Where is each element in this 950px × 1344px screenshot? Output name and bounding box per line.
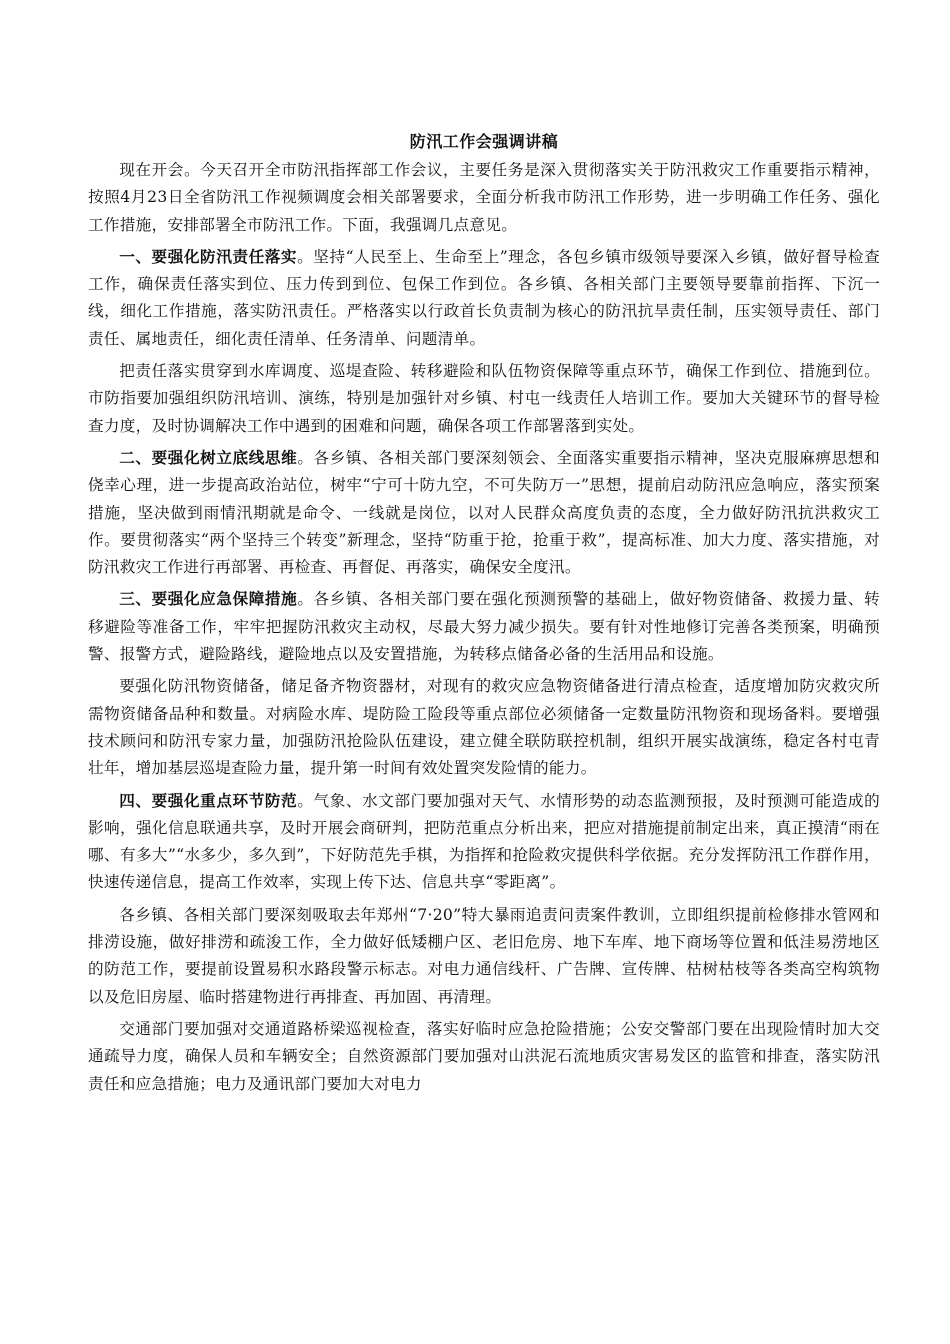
- paragraph-intro: [88, 156, 880, 239]
- paragraph-text: 。坚持“人民至上、生命至上”理念，各包乡镇市级领导要深入乡镇，做好督导检查工作，确保责任落实到位、压力传到到位、包保工作到位。各乡镇、各相关部门主要领导要靠前指挥、下沉一线，细化工作措施，落实防汛责任。严格落实以行政首长负责制为核心的防汛抗旱责任制，压实领导责任、部门责任、属地责任，细化责任清单、任务清单、问题清单。: [88, 247, 880, 348]
- paragraph-section-4-departments: [88, 1015, 880, 1098]
- section-heading: 四、要强化重点环节防范: [119, 790, 298, 810]
- paragraph-section-1-detail: [88, 357, 880, 440]
- paragraph-text: 。各乡镇、各相关部门要深刻领会、全面落实重要指示精神，坚决克服麻痹思想和侥幸心理，进一步提高政治站位，树牢“宁可十防九空，不可失防万一”思想，提前启动防汛应急响应，落实预案措施，坚决做到雨情汛期就是命令、一线就是岗位，以对人民群众高度负责的态度，全力做好防汛抗洪救灾工作。要贯彻落实“两个坚持三个转变”新理念，坚持“防重于抢，抢重于救”，提高标准、加大力度、落实措施，对防汛救灾工作进行再部署、再检查、再督促、再落实，确保安全度汛。: [88, 448, 880, 577]
- paragraph-text: 。气象、水文部门要加强对天气、水情形势的动态监测预报，及时预测可能造成的影响，强化信息联通共享，及时开展会商研判，把防范重点分析出来，把应对措施提前制定出来，真正摸清“雨在哪、有多大”“水多少，多久到”，下好防范先手棋，为指挥和抢险救灾提供科学依据。充分发挥防汛工作群作用，快速传递信息，提高工作效率，实现上传下达、信息共享“零距离”。: [88, 791, 880, 892]
- paragraph-text: 各乡镇、各相关部门要深刻吸取去年郑州“7·20”特大暴雨追责问责案件教训，立即组织提前检修排水管网和排涝设施，做好排涝和疏浚工作，全力做好低矮棚户区、老旧危房、地下车库、地下商场等位置和低洼易涝地区的防范工作，要提前设置易积水路段警示标志。对电力通信线杆、广告牌、宣传牌、枯树枯枝等各类高空构筑物以及危旧房屋、临时搭建物进行再排查、再加固、再清理。: [88, 905, 880, 1006]
- paragraph-section-3-detail: [88, 672, 880, 782]
- paragraph-text: 现在开会。今天召开全市防汛指挥部工作会议，主要任务是深入贯彻落实关于防汛救灾工作重要指示精神，按照4月23日全省防汛工作视频调度会相关部署要求，全面分析我市防汛工作形势，进一步明确工作任务、强化工作措施，安排部署全市防汛工作。下面，我强调几点意见。: [88, 161, 880, 234]
- paragraph-section-3: [88, 585, 880, 668]
- section-heading: 一、要强化防汛责任落实: [119, 246, 298, 266]
- paragraph-text: 交通部门要加强对交通道路桥梁巡视检查，落实好临时应急抢险措施；公安交警部门要在出现险情时加大交通疏导力度，确保人员和车辆安全；自然资源部门要加强对山洪泥石流地质灾害易发区的监管和排查，落实防汛责任和应急措施；电力及通讯部门要加大对电力: [88, 1019, 880, 1093]
- section-heading: 三、要强化应急保障措施: [119, 589, 298, 609]
- section-heading: 二、要强化树立底线思维: [119, 447, 298, 467]
- document-title: 防汛工作会强调讲稿: [409, 132, 559, 151]
- paragraph-section-4: [88, 787, 880, 897]
- paragraph-section-4-detail: [88, 901, 880, 1011]
- document-page: [88, 128, 880, 1102]
- paragraph-text: 要强化防汛物资储备，储足备齐物资器材，对现有的救灾应急物资储备进行清点检查，适度增加防灾救灾所需物资储备品种和数量。对病险水库、堤防险工险段等重点部位必须储备一定数量防汛物资和现场备料。要增强技术顾问和防汛专家力量，加强防汛抢险队伍建设，建立健全联防联控机制，组织开展实战演练，稳定各村屯青壮年，增加基层巡堤查险力量，提升第一时间有效处置突发险情的能力。: [88, 677, 880, 778]
- paragraph-section-1: [88, 243, 880, 353]
- paragraph-text: 。各乡镇、各相关部门要在强化预测预警的基础上，做好物资储备、救援力量、转移避险等准备工作，牢牢把握防汛救灾主动权，尽最大努力减少损失。要有针对性地修订完善各类预案，明确预警、报警方式，避险路线，避险地点以及安置措施，为转移点储备必备的生活用品和设施。: [88, 590, 880, 664]
- paragraph-text: 把责任落实贯穿到水库调度、巡堤查险、转移避险和队伍物资保障等重点环节，确保工作到位、措施到位。市防指要加强组织防汛培训、演练，特别是加强针对乡镇、村屯一线责任人培训工作。要加大关键环节的督导检查力度，及时协调解决工作中遇到的困难和问题，确保各项工作部署落到实处。: [88, 362, 880, 435]
- paragraph-section-2: [88, 444, 880, 581]
